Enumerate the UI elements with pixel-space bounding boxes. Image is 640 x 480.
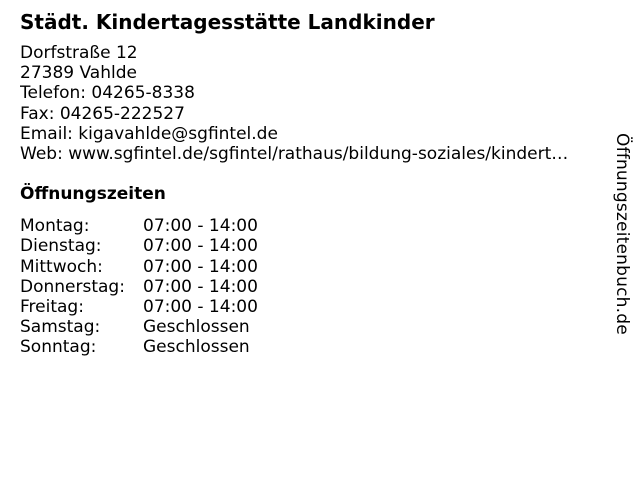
- site-watermark-label: Öffnungszeitenbuch.de: [612, 133, 632, 335]
- opening-hours-heading: Öffnungszeiten: [20, 184, 166, 205]
- hours-day: Dienstag:: [20, 236, 102, 257]
- email-line: Email: kigavahlde@sgfintel.de: [20, 123, 278, 144]
- city-line: 27389 Vahlde: [20, 63, 137, 84]
- street-line: Dorfstraße 12: [20, 43, 138, 63]
- opening-hours-table: [20, 216, 610, 357]
- phone-line: Telefon: 04265-8338: [20, 83, 195, 104]
- hours-row: [20, 277, 610, 297]
- hours-day: Mittwoch:: [20, 256, 103, 277]
- hours-time: 07:00 - 14:00: [143, 276, 258, 297]
- hours-time: 07:00 - 14:00: [143, 297, 258, 318]
- hours-time: 07:00 - 14:00: [143, 256, 258, 277]
- address-block: [20, 43, 610, 164]
- hours-row: [20, 317, 610, 337]
- business-card: [20, 10, 610, 358]
- hours-day: Freitag:: [20, 297, 84, 318]
- hours-time: Geschlossen: [143, 337, 250, 358]
- web-line: Web: www.sgfintel.de/sgfintel/rathaus/bildung-soziales/kindert…: [20, 144, 569, 165]
- hours-row: [20, 297, 610, 317]
- hours-row: [20, 236, 610, 256]
- hours-day: Sonntag:: [20, 337, 97, 358]
- hours-row: [20, 337, 610, 357]
- business-title: Städt. Kindertagesstätte Landkinder: [20, 10, 435, 34]
- hours-time: 07:00 - 14:00: [143, 236, 258, 257]
- hours-day: Montag:: [20, 216, 90, 237]
- hours-row: [20, 257, 610, 277]
- hours-time: Geschlossen: [143, 317, 250, 338]
- hours-day: Donnerstag:: [20, 276, 125, 297]
- hours-day: Samstag:: [20, 317, 101, 338]
- hours-row: [20, 216, 610, 236]
- fax-line: Fax: 04265-222527: [20, 103, 185, 124]
- hours-time: 07:00 - 14:00: [143, 216, 258, 237]
